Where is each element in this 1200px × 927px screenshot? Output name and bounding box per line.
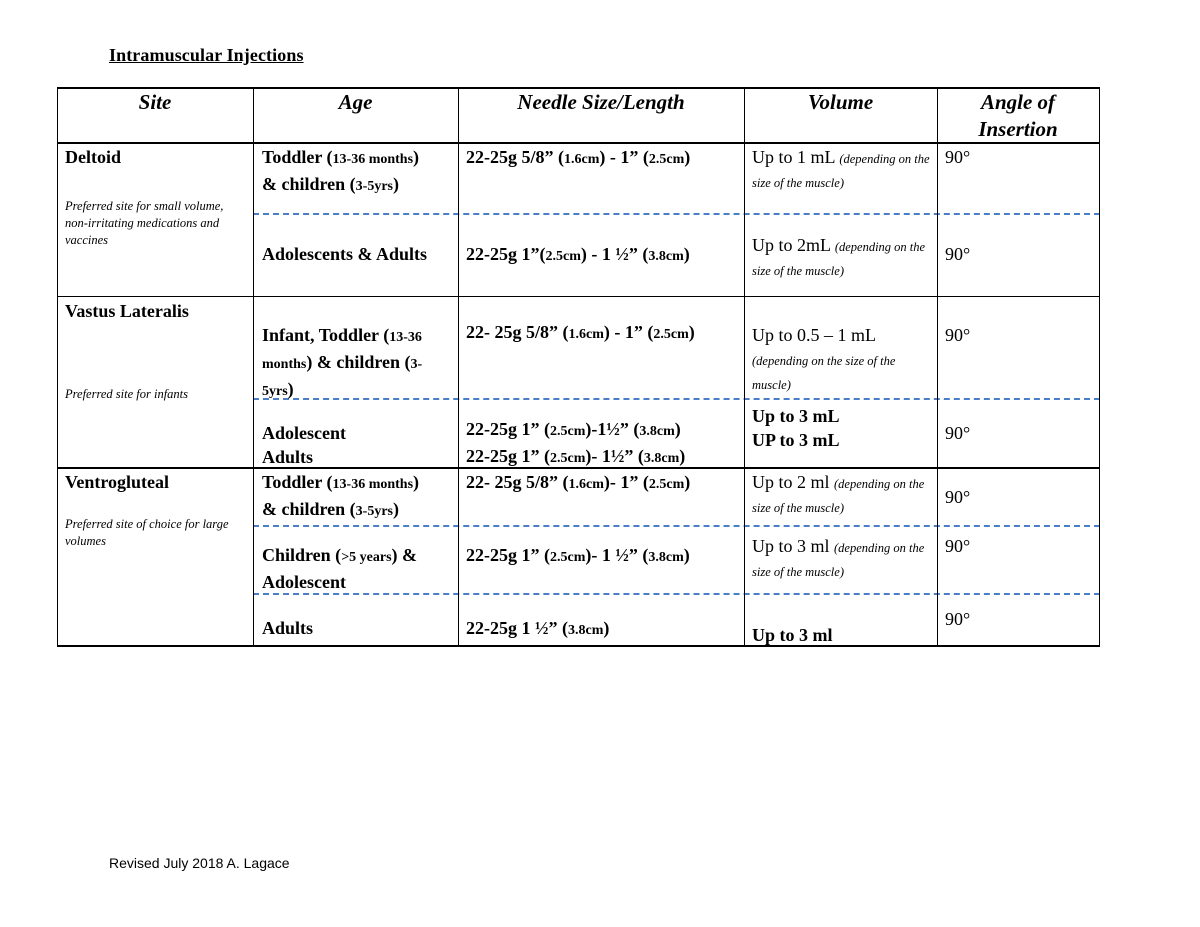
column-divider bbox=[744, 87, 745, 647]
site-deltoid: Deltoid bbox=[65, 147, 121, 167]
angle-cell: 90° bbox=[945, 325, 971, 345]
table-bottom-border bbox=[57, 645, 1100, 647]
volume-cell: Up to 1 mL (depending on the size of the muscle) bbox=[752, 147, 930, 190]
needle-cell: 22-25g 1 ½” (3.8cm) bbox=[466, 618, 610, 638]
table-right-border bbox=[1099, 87, 1100, 647]
header-site: Site bbox=[138, 90, 172, 114]
document-footer: Revised July 2018 A. Lagace bbox=[109, 855, 290, 871]
angle-cell: 90° bbox=[945, 609, 971, 629]
age-cell: Infant, Toddler (13-36 months) & children (3-5yrs) bbox=[262, 325, 423, 399]
age-cell: Adolescents & Adults bbox=[262, 244, 428, 264]
angle-cell: 90° bbox=[945, 147, 971, 167]
angle-cell: 90° bbox=[945, 423, 971, 443]
volume-cell: Up to 3 ml bbox=[752, 625, 833, 645]
injection-table bbox=[57, 87, 1100, 647]
age-cell: Adults bbox=[262, 618, 314, 638]
document-title: Intramuscular Injections bbox=[109, 45, 304, 65]
site-note: Preferred site for infants bbox=[65, 387, 189, 401]
header-angle: Angle of Insertion bbox=[978, 90, 1058, 141]
table-left-border bbox=[57, 87, 58, 647]
angle-cell: 90° bbox=[945, 244, 971, 264]
needle-cell: 22-25g 1” (2.5cm)- 1 ½” (3.8cm) bbox=[466, 545, 690, 565]
needle-cell: 22-25g 1”(2.5cm) - 1 ½” (3.8cm) bbox=[466, 244, 690, 264]
volume-cell: Up to 2mL (depending on the size of the muscle) bbox=[752, 235, 926, 278]
needle-cell: 22- 25g 5/8” (1.6cm)- 1” (2.5cm) bbox=[466, 472, 691, 492]
header-volume: Volume bbox=[807, 90, 874, 114]
volume-cell: Up to 0.5 – 1 mL (depending on the size of the muscle) bbox=[752, 325, 896, 392]
column-divider bbox=[937, 87, 938, 647]
header-divider bbox=[57, 142, 1100, 144]
dashed-divider bbox=[253, 525, 1100, 527]
site-vastus-lateralis: Vastus Lateralis bbox=[65, 301, 189, 321]
needle-cell: 22- 25g 5/8” (1.6cm) - 1” (2.5cm) bbox=[466, 322, 695, 342]
angle-cell: 90° bbox=[945, 536, 971, 556]
header-needle: Needle Size/Length bbox=[517, 90, 685, 114]
age-cell: Toddler (13-36 months) & children (3-5yrs) bbox=[262, 472, 420, 519]
volume-cell: Up to 3 ml (depending on the size of the muscle) bbox=[752, 536, 925, 579]
volume-cell: Up to 2 ml (depending on the size of the muscle) bbox=[752, 472, 925, 515]
needle-cell: 22-25g 1” (2.5cm)-1½” (3.8cm) 22-25g 1” (2.5cm)- 1½” (3.8cm) bbox=[466, 419, 686, 466]
site-ventrogluteal: Ventrogluteal bbox=[65, 472, 170, 492]
age-cell: Children (>5 years) & Adolescent bbox=[262, 545, 418, 592]
row-divider-deltoid bbox=[57, 296, 1100, 297]
column-divider bbox=[253, 87, 254, 647]
header-age: Age bbox=[338, 90, 373, 114]
volume-cell: Up to 3 mL UP to 3 mL bbox=[752, 406, 840, 450]
angle-cell: 90° bbox=[945, 487, 971, 507]
age-cell: Toddler (13-36 months) & children (3-5yrs) bbox=[262, 147, 420, 194]
site-note: Preferred site for small volume, non-irritating medications and vaccines bbox=[65, 199, 224, 247]
needle-cell: 22-25g 5/8” (1.6cm) - 1” (2.5cm) bbox=[466, 147, 691, 167]
site-note: Preferred site of choice for large volumes bbox=[65, 517, 229, 548]
column-divider bbox=[458, 87, 459, 647]
dashed-divider bbox=[253, 213, 1100, 215]
age-cell: Adolescent Adults bbox=[262, 423, 346, 467]
